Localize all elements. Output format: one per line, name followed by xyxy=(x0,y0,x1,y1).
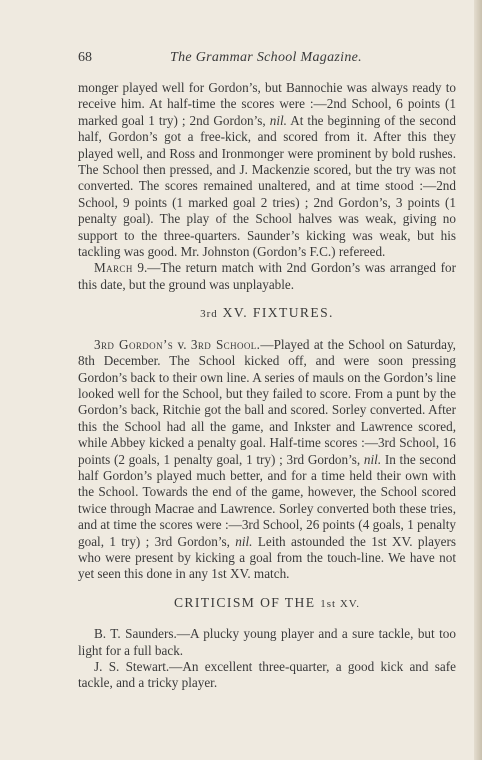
paragraph-stewart: J. S. Stewart.—An excellent three-quarter, a good kick and safe tackle, and a tricky player. xyxy=(78,659,456,691)
running-title: The Grammar School Magazine. xyxy=(170,50,362,65)
section-heading-criticism: CRITICISM OF THE 1st XV. xyxy=(173,594,361,610)
page-edge-shadow xyxy=(474,0,482,760)
page-header xyxy=(78,50,454,68)
paragraph-match-report: monger played well for Gordon’s, but Bannochie was always ready to receive him. At half-time the scores were :—2nd School, 6 points (1 marked goal 1 try) ; 2nd Gordon’s, nil. At the beginning of the second half, Gordon’s got a free-kick, and scored from it. After this they played well, and Ross and Ironmonger were prominent by bold rushes. The School then pressed, and J. Mackenzie scored, but the try was not converted. The scores remained unaltered, and at time stood :—2nd School, 9 points (1 marked goal 2 tries) ; 2nd Gordon’s, 3 points (1 penalty goal). The play of the School halves was weak, giving no support to the three-quarters. Saunder’s kicking was weak, but his tackling was good. Mr. Johnston (Gordon’s F.C.) refereed. xyxy=(78,80,456,260)
date-lead: March xyxy=(94,260,133,276)
nil-score: nil. xyxy=(235,533,253,549)
paragraph-march-9: March 9.—The return match with 2nd Gordon’s was arranged for this date, but the ground was unplayable. xyxy=(78,260,456,292)
page-number: 68 xyxy=(78,50,92,65)
article-body xyxy=(78,80,456,692)
nil-score: nil. xyxy=(269,112,287,128)
paragraph-saunders: B. T. Saunders.—A plucky young player and a sure tackle, but too light for a full back. xyxy=(78,626,456,658)
team-lead-b: 3rd School. xyxy=(190,336,261,352)
section-heading-3rd-xv-fixtures: 3rd XV. FIXTURES. xyxy=(200,305,334,321)
nil-score: nil. xyxy=(363,451,382,467)
paragraph-3rd-xv-match: 3rd Gordon’s v. 3rd School.—Played at the School on Saturday, 8th December. The School kicked off, and were soon pressing Gordon’s back to their own line. A series of mauls on the Gordon’s line looked well for the School, but they failed to score. From a punt by the Gordon’s back, Ritchie got the ball and scored. Sorley converted. After this the School had all the game, and Inkster and Lawrence scored, while Abbey kicked a penalty goal. Half-time scores :—3rd School, 16 points (2 goals, 1 penalty goal, 1 try) ; 3rd Gordon’s, nil. In the second half Gordon’s played much better, and for a time held their own with the School. Towards the end of the game, however, the School scored twice through Macrae and Lawrence. Sorley converted both these tries, and at time the scores were :—3rd School, 26 points (4 goals, 1 penalty goal, 1 try) ; 3rd Gordon’s, nil. Leith astounded the 1st XV. players who were present by kicking a goal from the touch-line. We have not yet seen this done in any 1st XV. match. xyxy=(78,336,457,582)
team-lead-a: 3rd Gordon’s xyxy=(94,336,174,352)
